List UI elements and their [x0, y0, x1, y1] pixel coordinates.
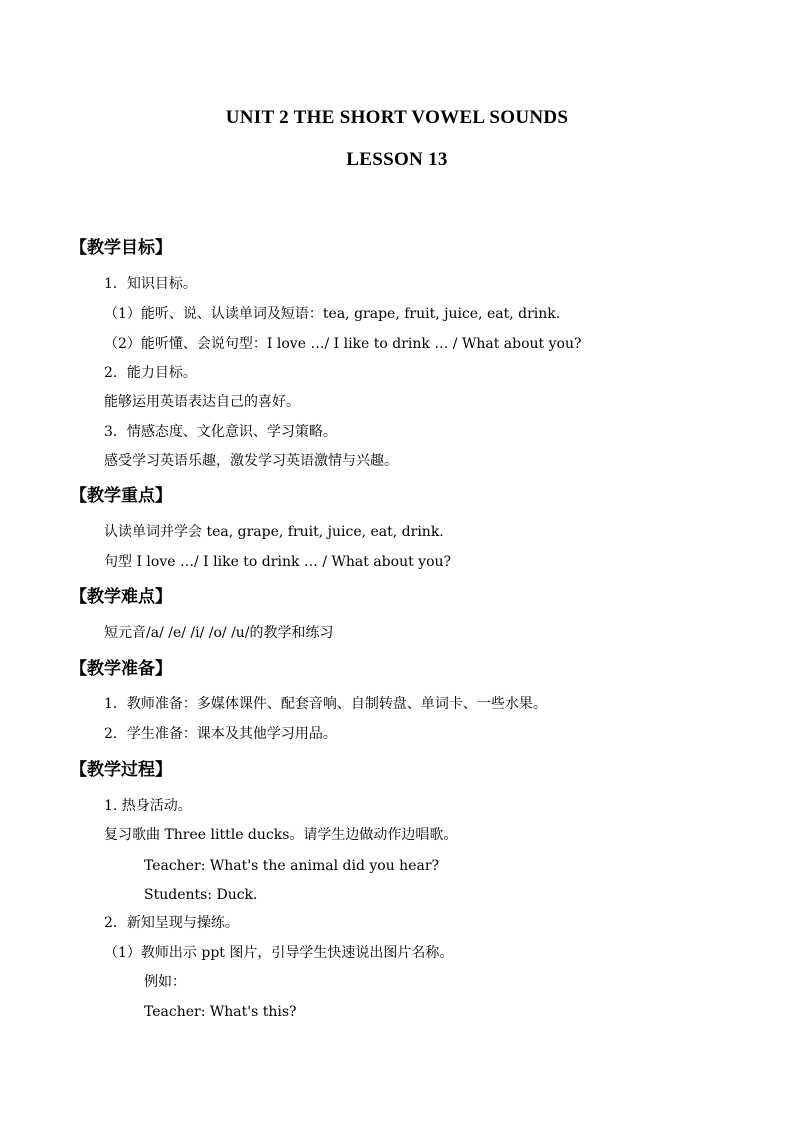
heading-difficulties: 【教学难点】: [70, 587, 172, 607]
objectives-line-6: 3．情感态度、文化意识、学习策略。: [104, 424, 337, 440]
heading-process: 【教学过程】: [70, 760, 172, 780]
objectives-line-4: 2．能力目标。: [104, 365, 197, 381]
doc-title: UNIT 2 THE SHORT VOWEL SOUNDS: [225, 107, 569, 128]
difficulties-line-1: 短元音/a/ /e/ /i/ /o/ /u/的教学和练习: [104, 625, 334, 641]
objectives-line-2: （1）能听、说、认读单词及短语：tea, grape, fruit, juice, eat, drink.: [104, 306, 561, 322]
objectives-line-5: 能够运用英语表达自己的喜好。: [104, 394, 300, 410]
process-line-6: （1）教师出示 ppt 图片，引导学生快速说出图片名称。: [104, 945, 454, 961]
preparation-line-1: 1．教师准备：多媒体课件、配套音响、自制转盘、单词卡、一些水果。: [104, 696, 547, 712]
process-line-8: Teacher: What's this?: [144, 1004, 297, 1020]
objectives-line-3: （2）能听懂、会说句型：I love …/ I like to drink … / What about you?: [104, 336, 582, 352]
heading-preparation: 【教学准备】: [70, 659, 172, 679]
key-points-line-2: 句型 I love …/ I like to drink … / What about you?: [104, 554, 452, 570]
process-line-7: 例如：: [144, 974, 186, 990]
objectives-line-1: 1．知识目标。: [104, 276, 197, 292]
process-line-3: Teacher: What's the animal did you hear?: [144, 858, 440, 874]
heading-objectives: 【教学目标】: [70, 238, 172, 258]
key-points-line-1: 认读单词并学会 tea, grape, fruit, juice, eat, drink.: [104, 524, 444, 540]
process-line-1: 1. 热身活动。: [104, 798, 192, 814]
objectives-line-7: 感受学习英语乐趣，激发学习英语激情与兴趣。: [104, 453, 398, 469]
doc-subtitle: LESSON 13: [346, 149, 448, 170]
preparation-line-2: 2．学生准备：课本及其他学习用品。: [104, 726, 337, 742]
process-line-4: Students: Duck.: [144, 887, 258, 903]
heading-key-points: 【教学重点】: [70, 486, 172, 506]
process-line-2: 复习歌曲 Three little ducks。请学生边做动作边唱歌。: [104, 827, 458, 843]
process-line-5: 2．新知呈现与操练。: [104, 915, 239, 931]
